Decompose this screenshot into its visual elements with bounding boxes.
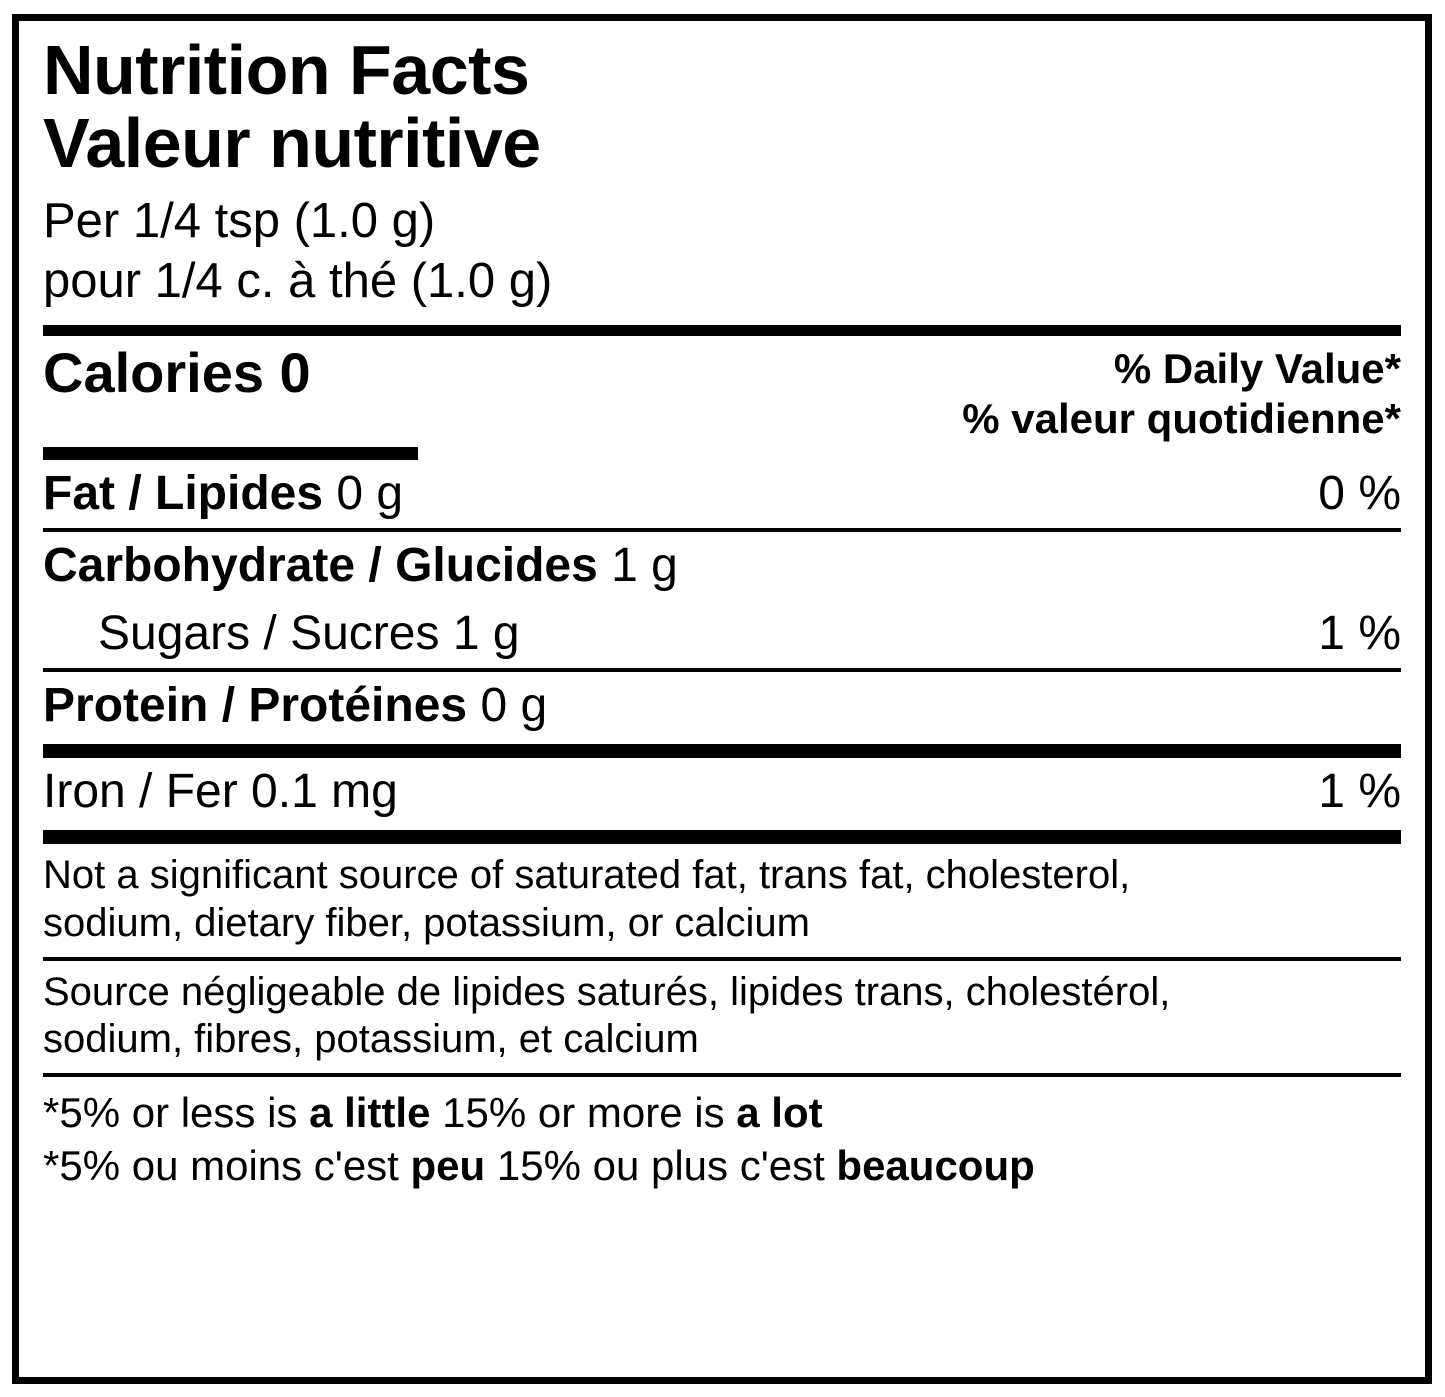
divider-after-iron — [43, 830, 1401, 844]
nutrient-name-fat — [43, 466, 403, 521]
table-row-iron — [43, 758, 1401, 826]
legend-french-part1: *5% ou moins c'est — [43, 1142, 411, 1190]
nutrient-dv-iron: 1 % — [1318, 765, 1401, 819]
footnote-french-line-2: sodium, fibres, potassium, et calcium — [43, 1016, 699, 1061]
nutrient-name-sugars: Sugars / Sucres 1 g — [98, 607, 520, 661]
footnote-french — [43, 961, 1401, 1073]
table-row-carbohydrate — [43, 532, 1401, 600]
nutrition-facts-label — [12, 14, 1432, 1384]
label-title-french: Valeur nutritive — [43, 104, 541, 183]
legend-english-part2: 15% or more is — [430, 1089, 737, 1137]
calories-value: Calories 0 — [43, 341, 311, 405]
nutrient-name-protein — [43, 678, 547, 733]
legend-french-bold2: beaucoup — [836, 1142, 1035, 1190]
footnote-french-line-1: Source négligeable de lipides saturés, lipides trans, cholestérol, — [43, 969, 1171, 1014]
footnote-english — [43, 844, 1401, 956]
nutrient-name-protein-bold: Protein / Protéines — [43, 679, 468, 733]
serving-size-english: Per 1/4 tsp (1.0 g) — [43, 193, 436, 248]
divider-after-protein — [43, 744, 1401, 758]
nutrient-name-carbohydrate — [43, 538, 678, 593]
nutrient-name-fat-bold: Fat / Lipides — [43, 467, 324, 521]
nutrient-dv-fat: 0 % — [1318, 467, 1401, 521]
divider-after-serving — [43, 325, 1401, 336]
daily-value-legend — [43, 1077, 1401, 1193]
calories-underline — [43, 447, 418, 460]
daily-value-header-english: % Daily Value* — [1113, 345, 1401, 393]
legend-english-part1: *5% or less is — [43, 1089, 310, 1137]
nutrient-name-iron: Iron / Fer 0.1 mg — [43, 765, 398, 819]
nutrient-amount-fat: 0 g — [323, 467, 404, 521]
label-title-english: Nutrition Facts — [43, 31, 530, 109]
legend-english-bold1: a little — [309, 1089, 431, 1137]
legend-french-part2: 15% ou plus c'est — [485, 1142, 837, 1190]
legend-french-bold1: peu — [410, 1142, 486, 1190]
table-row-fat — [43, 460, 1401, 528]
daily-value-header-french: % valeur quotidienne* — [962, 394, 1401, 442]
nutrient-amount-protein: 0 g — [467, 679, 548, 733]
calories-section — [43, 336, 1401, 460]
nutrient-name-carbohydrate-bold: Carbohydrate / Glucides — [43, 539, 598, 593]
footnote-english-line-2: sodium, dietary fiber, potassium, or calcium — [43, 900, 810, 945]
table-row-protein — [43, 672, 1401, 740]
legend-french — [43, 1140, 1401, 1193]
daily-value-header — [962, 344, 1401, 443]
label-content — [19, 21, 1425, 1377]
legend-english — [43, 1087, 1401, 1140]
nutrient-amount-carbohydrate: 1 g — [597, 539, 678, 593]
serving-size-french: pour 1/4 c. à thé (1.0 g) — [43, 253, 553, 308]
legend-english-bold2: a lot — [736, 1089, 823, 1137]
table-row-sugars — [43, 600, 1401, 668]
footnote-english-line-1: Not a significant source of saturated fat, trans fat, cholesterol, — [43, 853, 1131, 898]
nutrient-dv-sugars: 1 % — [1318, 607, 1401, 661]
